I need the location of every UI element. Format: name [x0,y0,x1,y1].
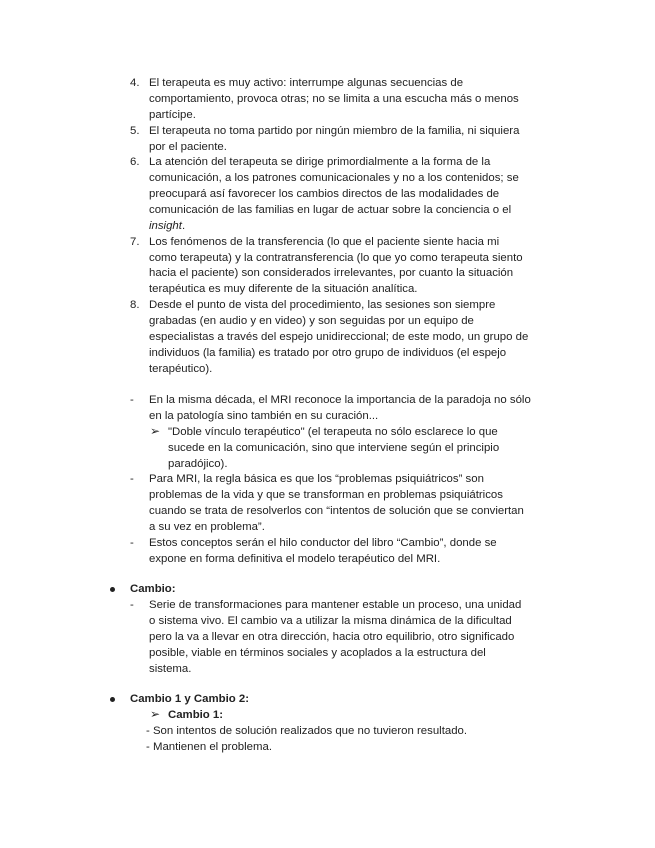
dash-item-text: cuando se trata de resolverlos con “intentos de solución que se conviertan [149,505,524,517]
list-item-text: Los fenómenos de la transferencia (lo que el paciente siente hacia mi [149,236,500,248]
sub-item-text: - Son intentos de solución realizados que no tuvieron resultado. [146,725,468,737]
list-item-text: grabadas (en audio y en video) y son seguidas por un equipo de [149,315,474,327]
list-item-text: como terapeuta) y la contratransferencia (lo que yo como terapeuta siento [149,252,523,264]
bullet-icon [110,697,115,702]
dash-item-text: problemas de la vida y que se transforman en problemas psiquiátricos [149,489,503,501]
section-heading: Cambio: [130,583,176,595]
list-item-text: El terapeuta no toma partido por ningún miembro de la familia, ni siquiera [149,125,520,137]
list-item-text: Desde el punto de vista del procedimiento, las sesiones son siempre [149,299,496,311]
list-item-text [149,218,185,234]
section-text: sistema. [149,663,192,675]
list-item-text: individuos (la familia) es tratado por otro grupo de individuos (el espejo [149,347,507,359]
dash-item-text: en la patología sino también en su curación... [149,410,379,422]
list-item-text: comunicación de las familias en lugar de actuar sobre la conciencia o el [149,204,512,216]
dash-marker: - [130,599,134,611]
dash-marker: - [130,537,134,549]
sub-heading: Cambio 1: [168,709,224,721]
list-number: 6. [130,156,140,168]
list-item-text: especialistas a través del espejo unidireccional; de este modo, un grupo de [149,331,529,343]
sub-item-text: sucede en la comunicación, sino que interviene según el principio [168,442,500,454]
section-text: o sistema vivo. El cambio va a utilizar la misma dinámica de la dificultad [149,615,512,627]
dash-item-text: expone en forma definitiva el modelo terapéutico del MRI. [149,553,441,565]
sub-item-text: - Mantienen el problema. [146,741,272,753]
dash-item-text: a su vez en problema”. [149,521,265,533]
dash-item-text: En la misma década, el MRI reconoce la importancia de la paradoja no sólo [149,394,531,406]
list-item-text: partícipe. [149,109,196,121]
bullet-icon [110,587,115,592]
list-item-text: por el paciente. [149,141,227,153]
dash-marker: - [130,473,134,485]
dash-marker: - [130,394,134,406]
arrow-icon: ➢ [150,707,161,721]
section-heading: Cambio 1 y Cambio 2: [130,693,249,705]
list-number: 7. [130,236,140,248]
list-number: 4. [130,77,140,89]
list-item-text: comunicación, a los patrones comunicacionales y no a los contenidos; se [149,172,519,184]
dash-item-text: Para MRI, la regla básica es que los “problemas psiquiátricos” son [149,473,484,485]
sub-item-text: "Doble vínculo terapéutico" (el terapeuta no sólo esclarece lo que [168,426,498,438]
sub-item-text: paradójico). [168,458,228,470]
list-item-text: El terapeuta es muy activo: interrumpe algunas secuencias de [149,77,464,89]
list-item-text: terapéutica es muy diferente de la situación analítica. [149,283,418,295]
section-text: Serie de transformaciones para mantener estable un proceso, una unidad [149,599,522,611]
list-item-text: comportamiento, provoca otras; no se limita a una escucha más o menos [149,93,519,105]
list-item-text: terapéutico). [149,363,213,375]
dash-item-text: Estos conceptos serán el hilo conductor del libro “Cambio”, donde se [149,537,497,549]
section-text: pero la va a llevar en otra dirección, hacia otro equilibrio, otro significado [149,631,515,643]
list-number: 5. [130,125,140,137]
section-text: posible, viable en términos sociales y acoplados a la estructura del [149,647,486,659]
arrow-icon: ➢ [150,424,161,438]
list-item-text: La atención del terapeuta se dirige primordialmente a la forma de la [149,156,491,168]
list-item-text: preocupará así favorecer los cambios directos de las modalidades de [149,188,500,200]
insight-suffix: . [181,220,186,232]
insight-term: insight [149,220,182,232]
list-number: 8. [130,299,140,311]
list-item-text: hacia el paciente) son considerados irrelevantes, por cuanto la situación [149,267,514,279]
